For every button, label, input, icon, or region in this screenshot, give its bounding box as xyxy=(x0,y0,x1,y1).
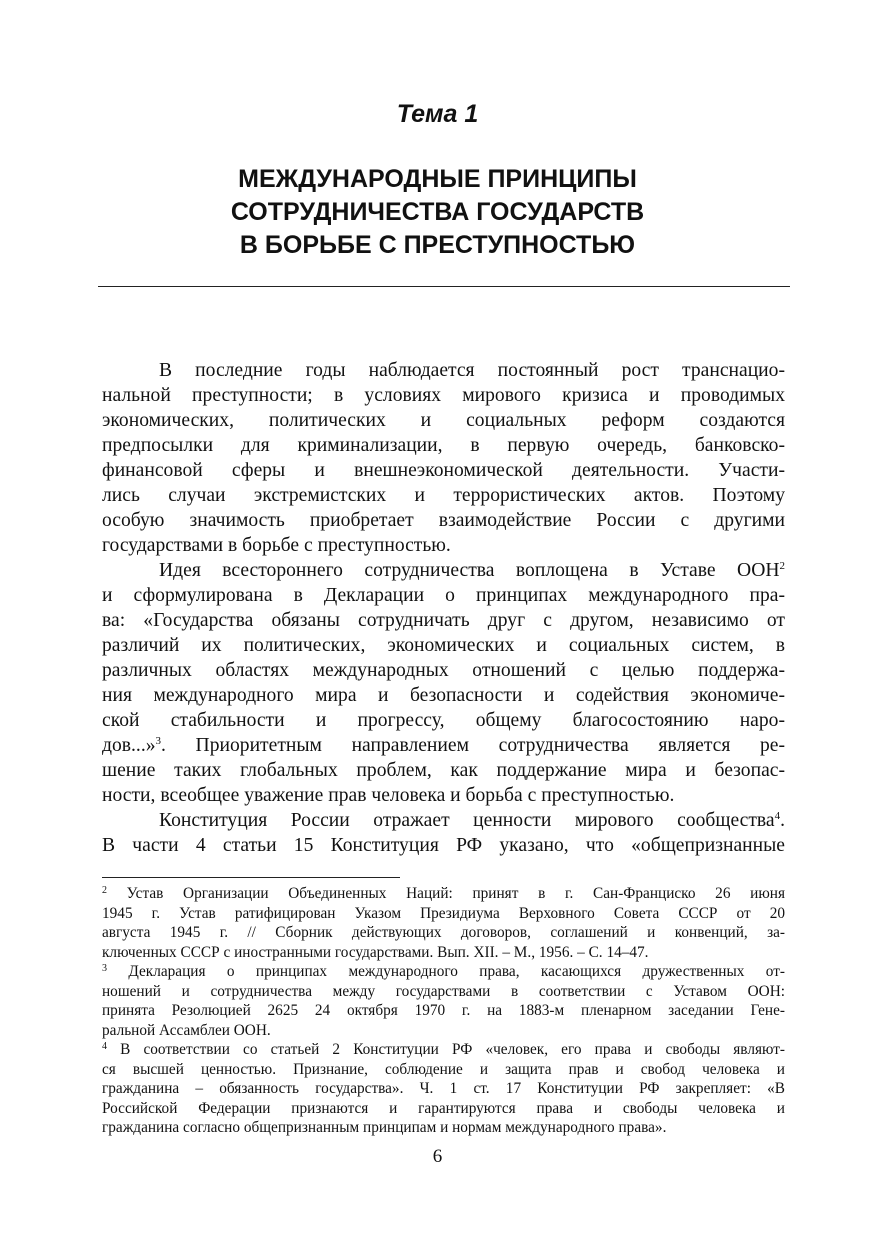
paragraph-1 xyxy=(102,358,785,558)
topic-heading: Тема 1 xyxy=(396,100,479,128)
text-span: . xyxy=(780,810,785,831)
chapter-title-line: В БОРЬБЕ С ПРЕСТУПНОСТЬЮ xyxy=(239,231,636,259)
footnote-4 xyxy=(102,1040,785,1138)
footnote-mark: 3 xyxy=(102,963,107,974)
text-line: ской стабильности и прогрессу, общему благосостоянию наро- xyxy=(102,710,785,731)
text-line: ности, всеобщее уважение прав человека и борьба с преступностью. xyxy=(102,785,675,806)
footnote-line: августа 1945 г. // Сборник действующих договоров, соглашений и конвенций, за- xyxy=(102,924,785,941)
footnote-ref: 2 xyxy=(779,560,785,572)
text-span: Декларация о принципах международного права, касающихся дружественных от- xyxy=(107,963,785,980)
text-line: нальной преступности; в условиях мирового кризиса и проводимых xyxy=(102,385,785,406)
footnote-ref: 4 xyxy=(774,810,781,822)
chapter-title-line: МЕЖДУНАРОДНЫЕ ПРИНЦИПЫ xyxy=(238,165,637,193)
text-line: предпосылки для криминализации, в первую очередь, банковско- xyxy=(102,435,785,456)
text-line: государствами в борьбе с преступностью. xyxy=(102,535,451,556)
paragraph-3 xyxy=(102,808,785,858)
text-line: В последние годы наблюдается постоянный рост транснацио- xyxy=(159,360,785,381)
footnote-line xyxy=(102,962,785,982)
text-span: Идея всестороннего сотрудничества воплощена в Уставе ООН xyxy=(159,560,780,581)
footnote-line: гражданина согласно общепризнанным принципам и нормам международного права». xyxy=(102,1119,667,1136)
text-line xyxy=(102,733,785,758)
footnote-line: принята Резолюцией 2625 24 октября 1970 г. на 1883-м пленарном заседании Гене- xyxy=(102,1002,785,1019)
text-span: . Приоритетным направлением сотрудничества является ре- xyxy=(161,735,785,756)
footnote-line: гражданина – обязанность государства». Ч. 1 ст. 17 Конституции РФ закрепляет: «В xyxy=(102,1080,785,1097)
text-span: Конституция России отражает ценности мирового сообщества xyxy=(159,810,775,831)
footnote-line xyxy=(102,1040,785,1060)
text-span: В соответствии со статьей 2 Конституции РФ «человек, его права и свободы являют- xyxy=(107,1041,785,1058)
text-line xyxy=(102,808,785,833)
text-line xyxy=(102,558,785,583)
text-line: экономических, политических и социальных реформ создаются xyxy=(102,410,785,431)
footnote-2 xyxy=(102,884,785,962)
chapter-title xyxy=(0,163,875,262)
footnote-line: ся высшей ценностью. Признание, соблюдение и защита прав и свобод человека и xyxy=(102,1060,785,1078)
text-line: и сформулирована в Декларации о принципах международного пра- xyxy=(102,585,785,606)
text-line: финансовой сферы и внешнеэкономической деятельности. Участи- xyxy=(102,460,785,481)
footnote-3 xyxy=(102,962,785,1040)
footnote-ref: 3 xyxy=(155,735,162,747)
paragraph-2 xyxy=(102,558,785,808)
footnote-mark: 4 xyxy=(102,1041,107,1052)
page-number: 6 xyxy=(432,1146,443,1167)
text-span: дов...» xyxy=(102,735,156,756)
footnote-mark: 2 xyxy=(102,885,107,896)
text-line: ния международного мира и безопасности и содействия экономиче- xyxy=(102,685,785,706)
footnote-line: ношений и сотрудничества между государствами в соответствии с Уставом ООН: xyxy=(102,982,785,1000)
footnote-line: 1945 г. Устав ратифицирован Указом Президиума Верховного Совета СССР от 20 xyxy=(102,904,785,922)
footnote-line: ключенных СССР с иностранными государствами. Вып. XII. – М., 1956. – С. 14–47. xyxy=(102,943,649,961)
text-span: Устав Организации Объединенных Наций: принят в г. Сан-Франциско 26 июня xyxy=(107,885,785,902)
text-line: лись случаи экстремистских и террористических актов. Поэтому xyxy=(102,485,785,506)
text-line: различий их политических, экономических и социальных систем, в xyxy=(102,635,785,656)
chapter-title-line: СОТРУДНИЧЕСТВА ГОСУДАРСТВ xyxy=(230,198,645,226)
footnote-line: Российской Федерации признаются и гарантируются права и свободы человека и xyxy=(102,1099,785,1117)
text-line: различных областях международных отношений с целью поддержа- xyxy=(102,660,785,681)
footnote-line xyxy=(102,884,785,904)
footnote-line: ральной Ассамблеи ООН. xyxy=(102,1021,271,1039)
title-divider xyxy=(98,286,790,287)
text-line: шение таких глобальных проблем, как поддержание мира и безопас- xyxy=(102,760,785,781)
footnote-divider xyxy=(102,877,400,878)
text-line: ва: «Государства обязаны сотрудничать друг с другом, независимо от xyxy=(102,610,785,631)
text-line: особую значимость приобретает взаимодействие России с другими xyxy=(102,510,785,531)
text-line: В части 4 статьи 15 Конституция РФ указано, что «общепризнанные xyxy=(102,835,785,856)
